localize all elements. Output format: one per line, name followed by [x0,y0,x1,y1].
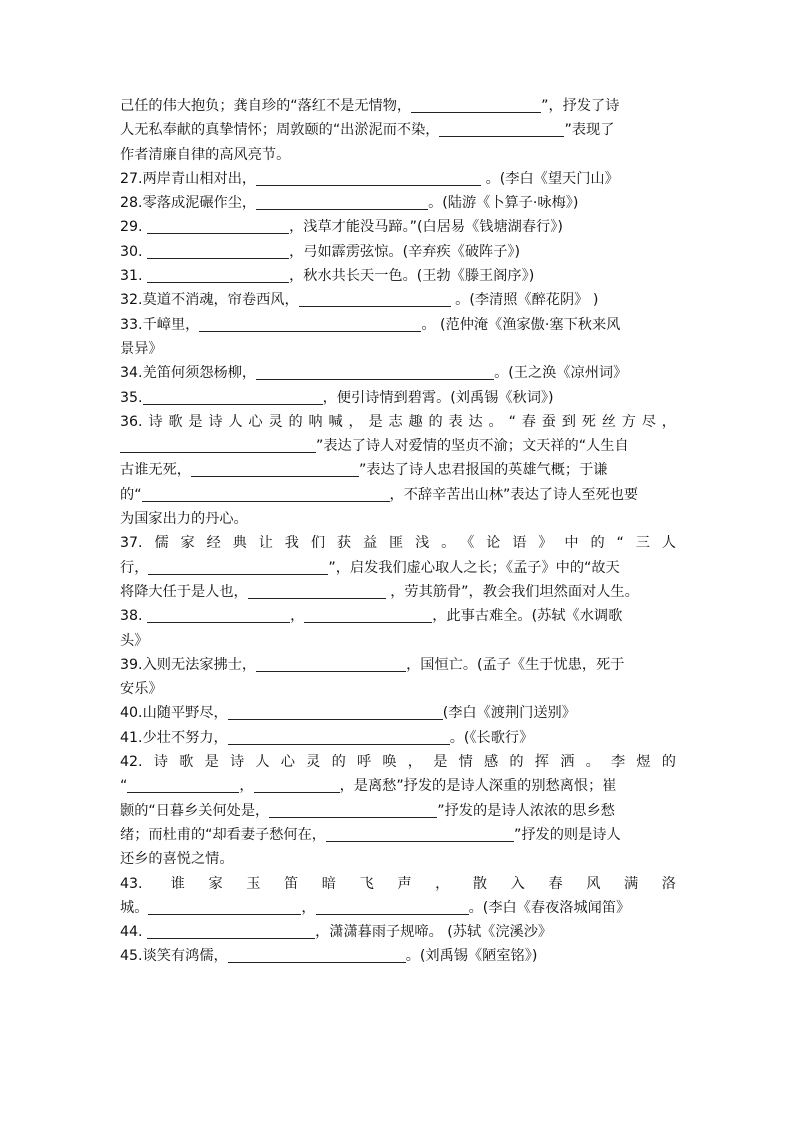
fill-in-blank[interactable] [254,777,340,793]
text-segment: 。(《长歌行》 [449,729,534,746]
text-line [120,823,676,847]
text-segment: 39.入则无法家拂士， [120,656,257,673]
text-line [120,920,676,944]
text-line [120,604,676,628]
text-segment: 42.诗歌是诗人心灵的呼唤，是情感的挥洒。李煜的 [120,754,676,771]
text-segment: 人无私奉献的真挚情怀；周敦颐的“出淤泥而不染， [120,122,440,139]
fill-in-blank[interactable] [326,826,514,842]
text-line [120,94,676,118]
fill-in-blank[interactable] [142,486,390,502]
text-segment: 。(王之涣《凉州词》 [494,365,628,382]
fill-in-blank[interactable] [228,947,406,963]
text-segment: 43. 谁家玉笛暗飞声，散入春风满洛 [120,875,676,892]
text-segment: ，劳其筋骨”，教会我们坦然面对人生。 [385,583,639,600]
text-segment: 35. [120,389,143,406]
fill-in-blank[interactable] [256,194,428,210]
text-segment: 己任的伟大抱负；龚自珍的“落红不是无情物， [120,98,412,114]
text-segment: 的“ [120,486,142,503]
text-segment: ，不辞辛苦出山林”表达了诗人至死也要 [389,486,639,503]
text-segment: 44. [120,924,148,941]
text-segment: “ [120,778,128,795]
text-line [120,896,676,920]
text-segment: 古谁无死， [120,462,191,479]
fill-in-blank[interactable] [228,704,443,720]
text-segment: ， [239,778,254,795]
text-line [120,337,676,361]
text-segment: 32.莫道不消魂，帘卷西风， [120,292,299,309]
text-segment: ”表现了 [564,122,615,139]
fill-in-blank[interactable] [256,656,406,672]
text-segment: 将降大任于是人也， [120,583,248,600]
text-segment: ”抒发的是诗人浓浓的思乡愁 [437,802,615,819]
fill-in-blank[interactable] [147,923,315,939]
text-line [120,118,676,142]
text-segment: 。(李白《春夜洛城闻笛》 [468,899,631,916]
text-line [120,386,676,410]
text-segment: 为国家出力的丹心。 [120,511,248,528]
fill-in-blank[interactable] [127,777,239,793]
text-line [120,774,676,798]
text-segment: 绪；而杜甫的“却看妻子愁何在， [120,826,326,843]
text-line [120,167,676,191]
text-segment: ”表达了诗人对爱情的坚贞不渝；文天祥的“人生自 [316,438,629,455]
fill-in-blank[interactable] [269,802,437,818]
fill-in-blank[interactable] [147,607,290,623]
text-line [120,264,676,288]
fill-in-blank[interactable] [299,291,451,307]
text-segment: ，潇潇暮雨子规啼。 (苏轼《浣溪沙》 [315,924,553,941]
text-line [120,410,676,434]
fill-in-blank[interactable] [439,121,564,137]
text-segment: 城。 [120,899,149,916]
text-line [120,143,676,167]
text-line [120,847,676,871]
text-line [120,434,676,458]
text-line [120,288,676,312]
text-line [120,191,676,215]
text-segment: ， [301,899,316,916]
text-line [120,531,676,555]
text-segment: 30. [120,243,148,260]
text-segment: 。(刘禹锡《陋室铭》) [405,948,538,965]
text-line [120,653,676,677]
text-segment: 还乡的喜悦之情。 [120,851,234,868]
text-segment: (李白《渡荆门送别》 [442,705,576,722]
text-segment: 。(陆游《卜算子·咏梅》) [428,195,579,212]
fill-in-blank[interactable] [120,437,316,453]
text-line [120,507,676,531]
fill-in-blank[interactable] [148,559,328,575]
text-segment: 安乐》 [120,681,163,698]
fill-in-blank[interactable] [411,97,541,113]
text-segment: 。(李白《望天门山》 [481,170,619,187]
text-segment: 。(李清照《醉花阴》 ) [450,292,599,309]
text-line [120,580,676,604]
text-segment: 38. [120,608,148,625]
fill-in-blank[interactable] [256,170,481,186]
text-segment: ，秋水共长天一色。(王勃《滕王阁序》) [289,268,535,285]
text-segment: 41.少壮不努力， [120,729,228,746]
fill-in-blank[interactable] [248,583,386,599]
text-segment: ，便引诗情到碧霄。(刘禹锡《秋词》) [322,389,554,406]
text-segment: ，弓如霹雳弦惊。(辛弃疾《破阵子》) [289,243,521,260]
text-segment: ”抒发的则是诗人 [513,826,621,843]
text-segment: ”，启发我们虚心取人之长；《孟子》中的“故天 [328,559,620,576]
text-segment: 28.零落成泥碾作尘， [120,195,257,212]
fill-in-blank[interactable] [143,389,323,405]
text-segment: 颢的“日暮乡关何处是， [120,802,270,819]
text-line [120,556,676,580]
text-segment: 45.谈笑有鸿儒， [120,948,228,965]
text-segment: ，浅草才能没马蹄。”(白居易《钱塘湖春行》) [289,219,563,236]
text-segment: ”表达了诗人忠君报国的英雄气概；于谦 [358,462,608,479]
fill-in-blank[interactable] [228,729,450,745]
fill-in-blank[interactable] [191,461,359,477]
text-segment: 行， [120,559,149,576]
text-line [120,750,676,774]
text-line [120,944,676,968]
text-segment: ，国恒亡。(孟子《生于忧患，死于 [406,656,625,673]
text-segment: ，此事古难全。(苏轼《水调歌 [432,608,623,625]
text-segment: 31. [120,268,148,285]
text-line [120,629,676,653]
text-segment: 36.诗歌是诗人心灵的呐喊，是志趣的表达。“春蚕到死丝方尽， [120,413,676,430]
text-line [120,677,676,701]
document-page [120,94,676,969]
fill-in-blank[interactable] [199,316,421,332]
fill-in-blank[interactable] [148,899,301,915]
fill-in-blank[interactable] [147,243,289,259]
text-segment: 景异》 [120,340,163,357]
fill-in-blank[interactable] [147,267,289,283]
fill-in-blank[interactable] [304,607,432,623]
text-line [120,361,676,385]
text-segment: ”，抒发了诗 [541,98,620,114]
text-segment: 33.千嶂里， [120,316,200,333]
text-segment: 34.羌笛何须怨杨柳， [120,365,257,382]
text-segment: 作者清廉自律的高风亮节。 [120,146,291,163]
text-line [120,872,676,896]
text-line [120,701,676,725]
text-segment: ，是离愁”抒发的是诗人深重的别愁离恨；崔 [339,778,617,795]
text-line [120,483,676,507]
text-segment: 40.山随平野尽， [120,705,228,722]
fill-in-blank[interactable] [256,364,494,380]
text-line [120,799,676,823]
text-segment: 27.两岸青山相对出， [120,170,257,187]
text-line [120,215,676,239]
text-segment: 。 (范仲淹《渔家傲·塞下秋来风 [421,316,621,333]
text-segment: 29. [120,219,148,236]
text-line [120,240,676,264]
text-segment: 37.儒家经典让我们获益匪浅。《论语》中的“三人 [120,535,676,552]
fill-in-blank[interactable] [316,899,469,915]
text-line [120,458,676,482]
text-line [120,726,676,750]
text-segment: ， [290,608,305,625]
fill-in-blank[interactable] [147,218,289,234]
text-line [120,313,676,337]
text-segment: 头》 [120,632,149,649]
